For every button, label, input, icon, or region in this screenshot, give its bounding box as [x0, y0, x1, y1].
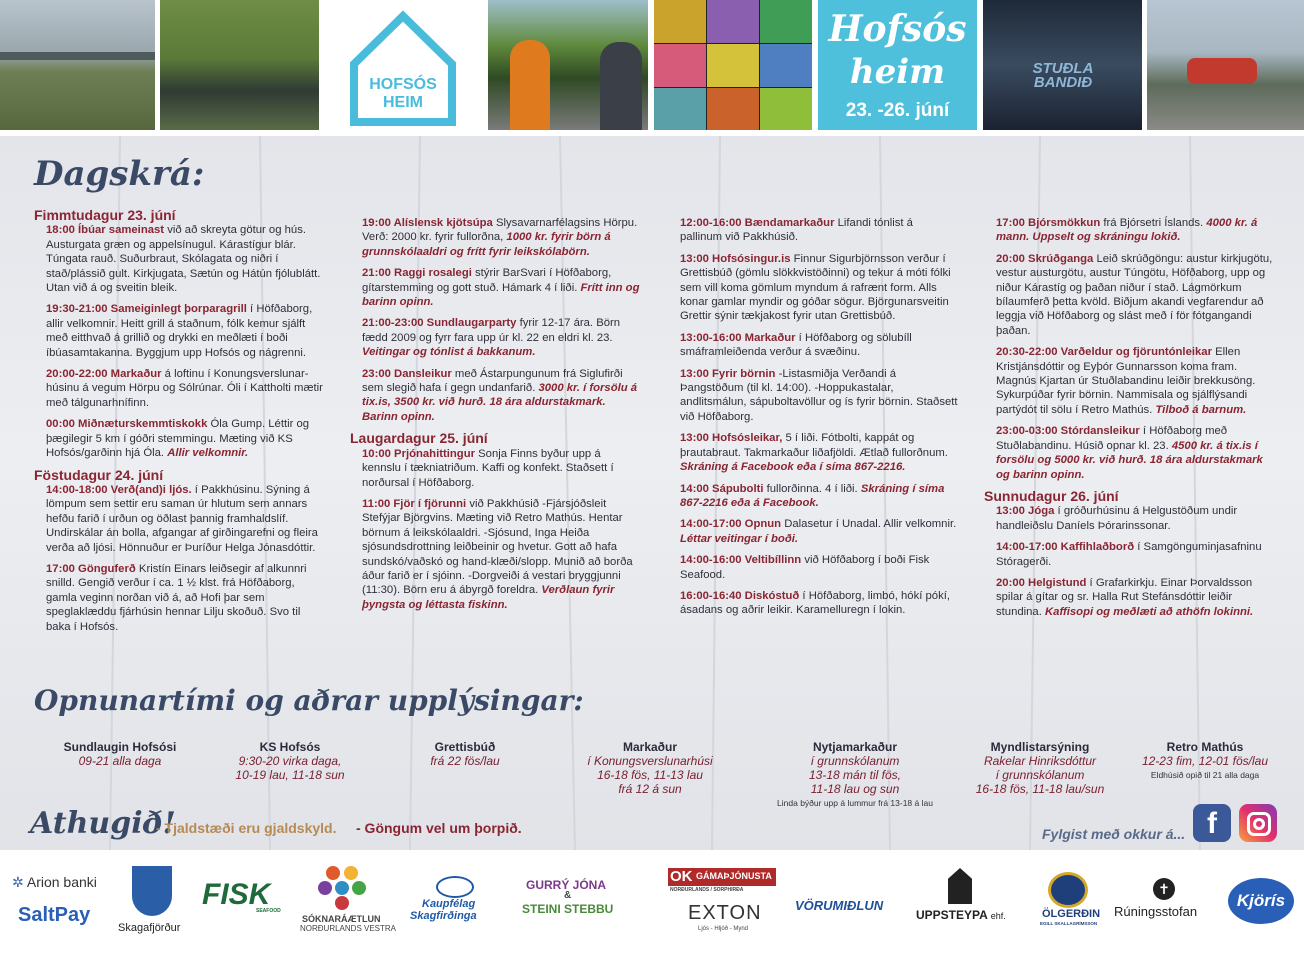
saltpay-logo: SaltPay: [18, 904, 91, 926]
event-entry: [984, 216, 1276, 245]
photo-band: [983, 0, 1142, 130]
photo-popart-faces: [654, 0, 812, 130]
program-section: [0, 136, 1304, 850]
event-description: Ellen Kristjánsdóttir og Eyþór Gunnarsson koma fram. Magnús Kjartan úr Stuðlabandinu leiðir brekkusöng. Sykurpúðar fyrir börnin. Nammisala og sjálflýsandi partýdót til sölu í Retro Mathús.: [996, 346, 1256, 416]
event-description: Slysavarnarfélagsins Hörpu. Verð: 2000 kr. fyrir fullorðna,: [362, 217, 638, 244]
day-heading-friday: Föstudagur 24. júní: [34, 466, 164, 483]
event-entry: [668, 216, 958, 245]
event-entry: [34, 483, 324, 555]
event-description: með Ástarpungunum frá Siglufirði sem slegið hafa í gegn undanfarið.: [362, 367, 623, 395]
thursday-entries: [34, 223, 324, 460]
opening-t: KS Hofsós: [259, 740, 321, 754]
event-description: í Höfðaborg með Stuðlabandinu. Húsið opnar kl. 23.: [996, 425, 1228, 452]
day-heading-thursday: Fimmtudagur 23. júní: [34, 207, 176, 223]
event-entry: [668, 553, 958, 582]
olgerdin-sub: EGILL SKALLAGRÍMSSON: [1040, 921, 1098, 926]
event-time-title: 14:00-17:00 Opnun: [680, 518, 782, 531]
event-entry: [984, 252, 1276, 338]
program-title: Dagskrá:: [34, 154, 205, 194]
event-time-title: 21:00 Raggi rosalegi: [362, 267, 472, 280]
ok-text: OK: [670, 868, 693, 885]
event-description: í Höfðaborg og sölubíll smáframleiðenda verður á svæðinu.: [680, 331, 912, 359]
event-entry: [350, 266, 640, 309]
event-note: Skráning í síma 867-2216 eða á Facebook.: [680, 482, 945, 509]
opening-item: [940, 740, 1140, 796]
event-note: 3000 kr. í forsölu á tix.is, 3500 kr. við hurð. 18 ára aldurstakmark. Barinn opinn.: [362, 382, 638, 423]
brand-dates: 23. -26. júní: [845, 100, 950, 121]
opening-n: Linda býður upp á lummur frá 13-18 á lau: [777, 798, 933, 808]
fisk-seafood-text: SEAFOOD: [256, 908, 281, 914]
event-note: Frítt inn og barinn opinn.: [362, 281, 640, 309]
brand-panel: [818, 0, 977, 130]
column-2: [350, 216, 640, 619]
opening-t: Sundlaugin Hofsósi: [63, 740, 177, 754]
event-entry: [34, 417, 324, 460]
event-entry: [984, 504, 1276, 533]
column-4: [984, 216, 1276, 626]
event-time-title: 14:00-17:00 Kaffihlaðborð: [996, 541, 1135, 554]
olgerdin-crown-icon: [1048, 872, 1088, 908]
event-entry: [668, 252, 958, 324]
event-time-title: 23:00 Dansleikur: [362, 367, 452, 380]
event-entry: [350, 497, 640, 612]
event-note: 4000 kr. á mann. Uppselt og skráningu lokið.: [996, 217, 1258, 244]
instagram-icon[interactable]: [1239, 804, 1277, 842]
opening-v1: í grunnskólanum: [810, 754, 900, 768]
event-description: Óla Gump. Léttir og þægilegir 5 km í góðri stemmingu. Mæting við KS Hofsós/garðinn hjá Óla.: [46, 418, 310, 460]
runing-logo: Rúningsstofan: [1114, 904, 1198, 919]
day-heading-sunday: Sunnudagur 26. júní: [984, 487, 1119, 504]
kaupfelag-text-1: Kaupfélag: [422, 898, 476, 910]
saturday-entries-c: [984, 216, 1276, 482]
event-entry: [350, 216, 640, 259]
event-entry: [668, 331, 958, 360]
event-entry: [984, 424, 1276, 482]
event-note: Tilboð á barnum.: [1155, 403, 1247, 416]
notice-village: - Göngum vel um þorpið.: [356, 820, 522, 836]
event-time-title: 13:00 Fyrir börnin: [680, 367, 776, 380]
ok-logo: [668, 868, 776, 886]
opening-t: Myndlistarsýning: [990, 740, 1090, 754]
event-entry: [668, 367, 958, 425]
event-entry: [350, 316, 640, 359]
event-description: Lifandi tónlist á pallinum við Pakkhúsið.: [680, 217, 913, 244]
opening-item: [30, 740, 210, 768]
event-description: Sonja Finns byður upp á kennslu í tækniatriðum. Kaffi og konfekt. Staðsett í norðursal í Höfðaborg.: [362, 447, 614, 489]
event-time-title: 12:00-16:00 Bændamarkaður: [680, 217, 835, 229]
event-description: í Höfðaborg, limbó, hókí pókí, ásadans og aðrir leikir. Karamelluregn í lokin.: [680, 589, 951, 617]
event-description: við Pakkhúsið -Fjársjóðsleit Stefýjar Björgvins. Mæting við Retro Mathús. Hentar börnum á leikskólaaldri. -Sjósund, Inga Heiða sjósundsdrottning leiðbeinir og hvetur. Gott að hafa sundskó/vaðskó og hand-klæði/slopp. Munið að borða áður farið er í sjóinn. -Dorgveiði á vestari bryggjunni (11:30). Börn eru á ábyrgð foreldra.: [362, 497, 633, 597]
opening-v1: 09-21 alla daga: [78, 754, 162, 768]
event-entry: [668, 431, 958, 474]
opening-v3: 11-18 lau og sun: [810, 782, 900, 796]
skagafjordur-logo: Skagafjörður: [118, 922, 181, 934]
photo-gathering: [160, 0, 319, 130]
opening-v2: 10-19 lau, 11-18 sun: [235, 768, 345, 782]
uppsteypa-house-icon: [948, 868, 972, 904]
event-time-title: 20:30-22:00 Varðeldur og fjöruntónleikar: [996, 346, 1212, 359]
opening-item: [1120, 740, 1290, 782]
uppsteypa-logo: UPPSTEYPA ehf.: [916, 908, 1006, 922]
event-entry: [984, 345, 1276, 417]
event-time-title: 21:00-23:00 Sundlaugarparty: [362, 317, 517, 330]
brand-title-2: heim: [849, 52, 946, 92]
event-time-title: 11:00 Fjör í fjörunni: [362, 497, 467, 510]
event-description: frá Bjórsetri Íslands.: [1100, 217, 1207, 229]
event-description: fyrir 12-17 ára. Börn fædd 2009 og fyrr fara upp úr kl. 22 en eldri kl. 23.: [362, 317, 621, 344]
event-description: í gróðurhúsinu á Helgustöðum undir handleiðslu Daníels Þórarinssonar.: [996, 505, 1238, 532]
event-description: Dalasetur í Unadal. Allir velkomnir.: [781, 518, 957, 531]
ok-sub-text: NORÐURLANDS / SORPHIRÐA: [670, 887, 744, 893]
opening-v1: 12-23 fim, 12-01 fös/lau: [1141, 754, 1269, 768]
opening-t: Retro Mathús: [1166, 740, 1244, 754]
photo-strip: [0, 0, 1304, 132]
column-3: [668, 216, 958, 625]
event-time-title: 20:00 Skrúðganga: [996, 252, 1094, 265]
arion-logo: ✲ Arion banki: [12, 874, 97, 890]
event-note: Veitingar og tónlist á bakkanum.: [362, 346, 536, 359]
photo-car-event: [1147, 0, 1304, 130]
event-entry: [34, 367, 324, 410]
event-note: Kaffisopi og meðlæti að athöfn lokinni.: [1045, 605, 1254, 618]
event-entry: [350, 447, 640, 490]
event-time-title: 14:00-16:00 Veltibíllinn: [680, 554, 802, 567]
event-entry: [34, 302, 324, 360]
photo-landscape-crowd: [0, 0, 155, 130]
event-entry: [34, 223, 324, 295]
soknar-text-1: SÓKNARÁÆTLUN: [302, 914, 381, 924]
follow-text: Fylgist með okkur á...: [1042, 826, 1186, 842]
event-description: fullorðinna. 4 í liði.: [763, 482, 861, 495]
event-description: stýrir BarSvari í Höfðaborg, gítarstemming og gott stuð. Hámark 4 í liði.: [362, 267, 612, 294]
event-time-title: 10:00 Prjónahittingur: [362, 447, 475, 460]
brand-title-1: Hofsós: [828, 8, 967, 50]
fisk-logo: FISK: [202, 878, 271, 911]
band-overlay-text: STUÐLA BANDIÐ: [1032, 60, 1094, 91]
opening-v1: 9:30-20 virka daga,: [238, 754, 342, 768]
saturday-entries-b: [668, 216, 958, 618]
event-description: í Grafarkirkju. Einar Þorvaldsson spilar á gítar og sr. Halla Rut Stefánsdóttir leiðir stundina.: [996, 576, 1253, 618]
saturday-entries-a: [350, 447, 640, 612]
event-time-title: 00:00 Miðnæturskemmtiskokk: [46, 418, 208, 431]
event-description: Kristín Einars leiðsegir af alkunnri snilld. Gengið verður í ca. 1 ½ klst. frá Höfðaborg, gamla veginn norðan við á, að Hofi þar sem speglaklæddu fjárhúsin hennar Lilju skoðuð. Svo til baka í Hofsós.: [46, 562, 307, 633]
day-heading-saturday: Laugardagur 25. júní: [350, 430, 488, 447]
event-description: í Samgönguminjasafninu Stóragerði.: [996, 541, 1262, 568]
column-1: [34, 206, 324, 641]
event-description: í Pakkhúsinu. Sýning á lömpum sem settir eru saman úr hlutum sem annars hefðu farið í urðun og öðlast þannig framhaldslíf. Undirskálar án bolla, afgangar af girðingarefni og fleira verða að ljósi. Hönnuður er Þuríður Helga Jónasdóttir.: [46, 483, 318, 554]
soknar-text-2: NORÐURLANDS VESTRA: [300, 924, 397, 933]
exton-logo: EXTON: [688, 902, 762, 924]
event-entry: [350, 367, 640, 425]
event-time-title: 20:00 Helgistund: [996, 576, 1087, 589]
event-entry: [668, 589, 958, 618]
event-time-title: 23:00-03:00 Stórdansleikur: [996, 425, 1140, 438]
opening-v1: frá 22 fös/lau: [430, 754, 500, 768]
facebook-icon[interactable]: f: [1193, 804, 1231, 842]
kjoris-logo: Kjörís: [1228, 878, 1294, 924]
event-time-title: 13:00 Jóga: [996, 505, 1055, 518]
event-time-title: 13:00 Hofsósleikar,: [680, 432, 783, 445]
opening-n: Eldhúsið opið til 21 alla daga: [1150, 770, 1260, 780]
event-description: við Höfðaborg í boði Fisk Seafood.: [680, 554, 930, 581]
exton-sub: Ljós - Hljóð - Mynd: [698, 926, 749, 932]
opening-title: Opnunartími og aðrar upplýsingar:: [34, 684, 584, 717]
photo-couple-garden: [488, 0, 648, 130]
opening-t: Grettisbúð: [434, 740, 496, 754]
opening-item: [560, 740, 740, 796]
event-note: Léttar veitingar í boði.: [680, 532, 799, 545]
event-time-title: 17:00 Gönguferð: [46, 562, 136, 575]
arion-star-icon: ✲: [12, 874, 24, 890]
logo-text-1: HOFSÓS: [369, 76, 437, 93]
opening-t: Nytjamarkaður: [812, 740, 898, 754]
gurry-text-1: GURRÝ JÓNA: [526, 878, 607, 892]
notice-title: Athugið!: [30, 806, 176, 841]
olgerdin-logo: ÖLGERÐIN: [1042, 908, 1101, 920]
event-entry: [984, 540, 1276, 569]
sunday-entries: [984, 504, 1276, 619]
event-description: -Listasmiðja Verðandi á Þangstöðum (til kl. 14:00). -Hoppukastalar, andlitsmálun, sápuboltavöllur og ís fyrir börnin. Staðsett við Höfðaborg.: [680, 367, 958, 423]
opening-item: [390, 740, 540, 768]
event-time-title: 13:00-16:00 Markaður: [680, 331, 796, 344]
event-description: Finnur Sigurbjörnsson verður í Grettisbúð (gömlu slökkvistöðinni) og tekur á móti fólki sem vill koma gömlum myndum á rafrænt form. Alls konar gamlar myndir og góðar sögur. Björgunarsveitin Grettir sýnir tækjakost fyrir utan Grettisbúð.: [680, 252, 951, 323]
vorumidlun-logo: VÖRUMIÐLUN: [795, 898, 884, 913]
soknar-dots-icon: [318, 866, 366, 910]
notice-camping: - Tjaldstæði eru gjaldskyld.: [156, 820, 337, 836]
opening-item: [200, 740, 380, 782]
event-time-title: 14:00 Sápubolti: [680, 482, 764, 495]
event-description: á loftinu í Konungsverslunar-húsinu á vegum Hörpu og Sólrúnar. Óli í Kattholti mætir með tálgunarhnífinn.: [46, 368, 323, 409]
event-time-title: 13:00 Hofsósingur.is: [680, 252, 791, 265]
opening-v3: 16-18 fös, 11-18 lau/sun: [975, 782, 1105, 796]
house-logo-icon: [324, 0, 482, 132]
opening-v2: 13-18 mán til fös,: [808, 768, 902, 782]
opening-t: Markaður: [622, 740, 678, 754]
opening-v1: Rakelar Hinriksdóttur: [983, 754, 1097, 768]
friday-entries-b: [350, 216, 640, 424]
event-entry: [34, 562, 324, 634]
event-time-title: 17:00 Bjórsmökkun: [996, 217, 1101, 229]
kaupfelag-text-2: Skagfirðinga: [410, 910, 477, 922]
notice-block: [30, 806, 522, 841]
event-description: í Höfðaborg, allir velkomnir. Heitt grill á staðnum, fólk kemur sjálft með eitthvað á grillið og drykki en meðlæti í boði íbúasamtakanna. Byggjum upp Hofsós og nágrenni.: [46, 303, 313, 359]
event-note: 4500 kr. á tix.is í forsölu og 5000 kr. við hurð. 18 ára aldurstakmark og barinn opinn.: [996, 439, 1263, 481]
ok-rest-text: GÁMAÞJÓNUSTA: [696, 871, 772, 881]
event-description: Leið skrúðgöngu: austur kirkjugötu, vestur austurgötu, austur Túngötu, Höfðaborg, upp og niður Kárastíg og þaðan niður í stað. Lágmörkum bílaumferð þetta kvöld. Biðjum akandi vegfarendur að leggja við Höfðaborg og slást með í för fótgangandi þaðan.: [996, 252, 1273, 337]
event-note: Allir velkomnir.: [167, 447, 249, 460]
gurry-text-2: STEINI STEBBU: [522, 902, 614, 916]
sponsor-strip: [0, 858, 1304, 954]
opening-v1: í Konungsverslunarhúsi: [587, 754, 713, 768]
event-entry: [984, 576, 1276, 619]
skagafjordur-crest-icon: [132, 866, 172, 916]
event-note: Verðlaun fyrir þyngsta og léttasta fiskinn.: [362, 584, 615, 611]
logo-text-2: HEIM: [383, 94, 423, 111]
event-time-title: 19:00 Alíslensk kjötsúpa: [362, 217, 493, 229]
opening-v2: 16-18 fös, 11-13 lau: [597, 768, 703, 782]
event-time-title: 20:00-22:00 Markaður: [46, 368, 162, 381]
event-description: 5 í liði. Fótbolti, kappát og þrautabraut. Takmarkaður liðafjöldi. Ætlað fullorðnum.: [680, 432, 948, 459]
hofsos-heim-logo: [324, 0, 482, 132]
opening-v3: frá 12 á sun: [618, 782, 682, 796]
event-time-title: 16:00-16:40 Diskóstuð: [680, 589, 800, 602]
kaupfelag-ks-icon: [436, 876, 474, 898]
event-time-title: 19:30-21:00 Sameiginlegt þorparagrill: [46, 303, 247, 316]
event-time-title: 18:00 Íbúar sameinast: [46, 224, 165, 237]
gurry-amp: &: [564, 890, 572, 901]
event-entry: [668, 482, 958, 511]
event-time-title: 14:00-18:00 Verð(and)i ljós.: [46, 483, 192, 496]
friday-entries-a: [34, 483, 324, 634]
runing-icon: ✝: [1153, 878, 1175, 900]
event-note: Skráning á Facebook eða í síma 867-2216.: [680, 461, 906, 474]
opening-v2: í grunnskólanum: [995, 768, 1085, 782]
event-entry: [668, 517, 958, 546]
event-description: við að skreyta götur og hús. Austurgata græn og appelsínugul. Kárastígur blár. Túngata rauð. Suðurbraut, Skólagata og niðri í stað/plássið gult. Kirkjugata, Sætún og Hátún fjólublátt. Utan við á og sveitin bleik.: [46, 224, 321, 295]
opening-item: [750, 740, 960, 810]
event-note: 1000 kr. fyrir börn á grunnskólaaldri og frítt fyrir leikskólabörn.: [362, 231, 611, 258]
